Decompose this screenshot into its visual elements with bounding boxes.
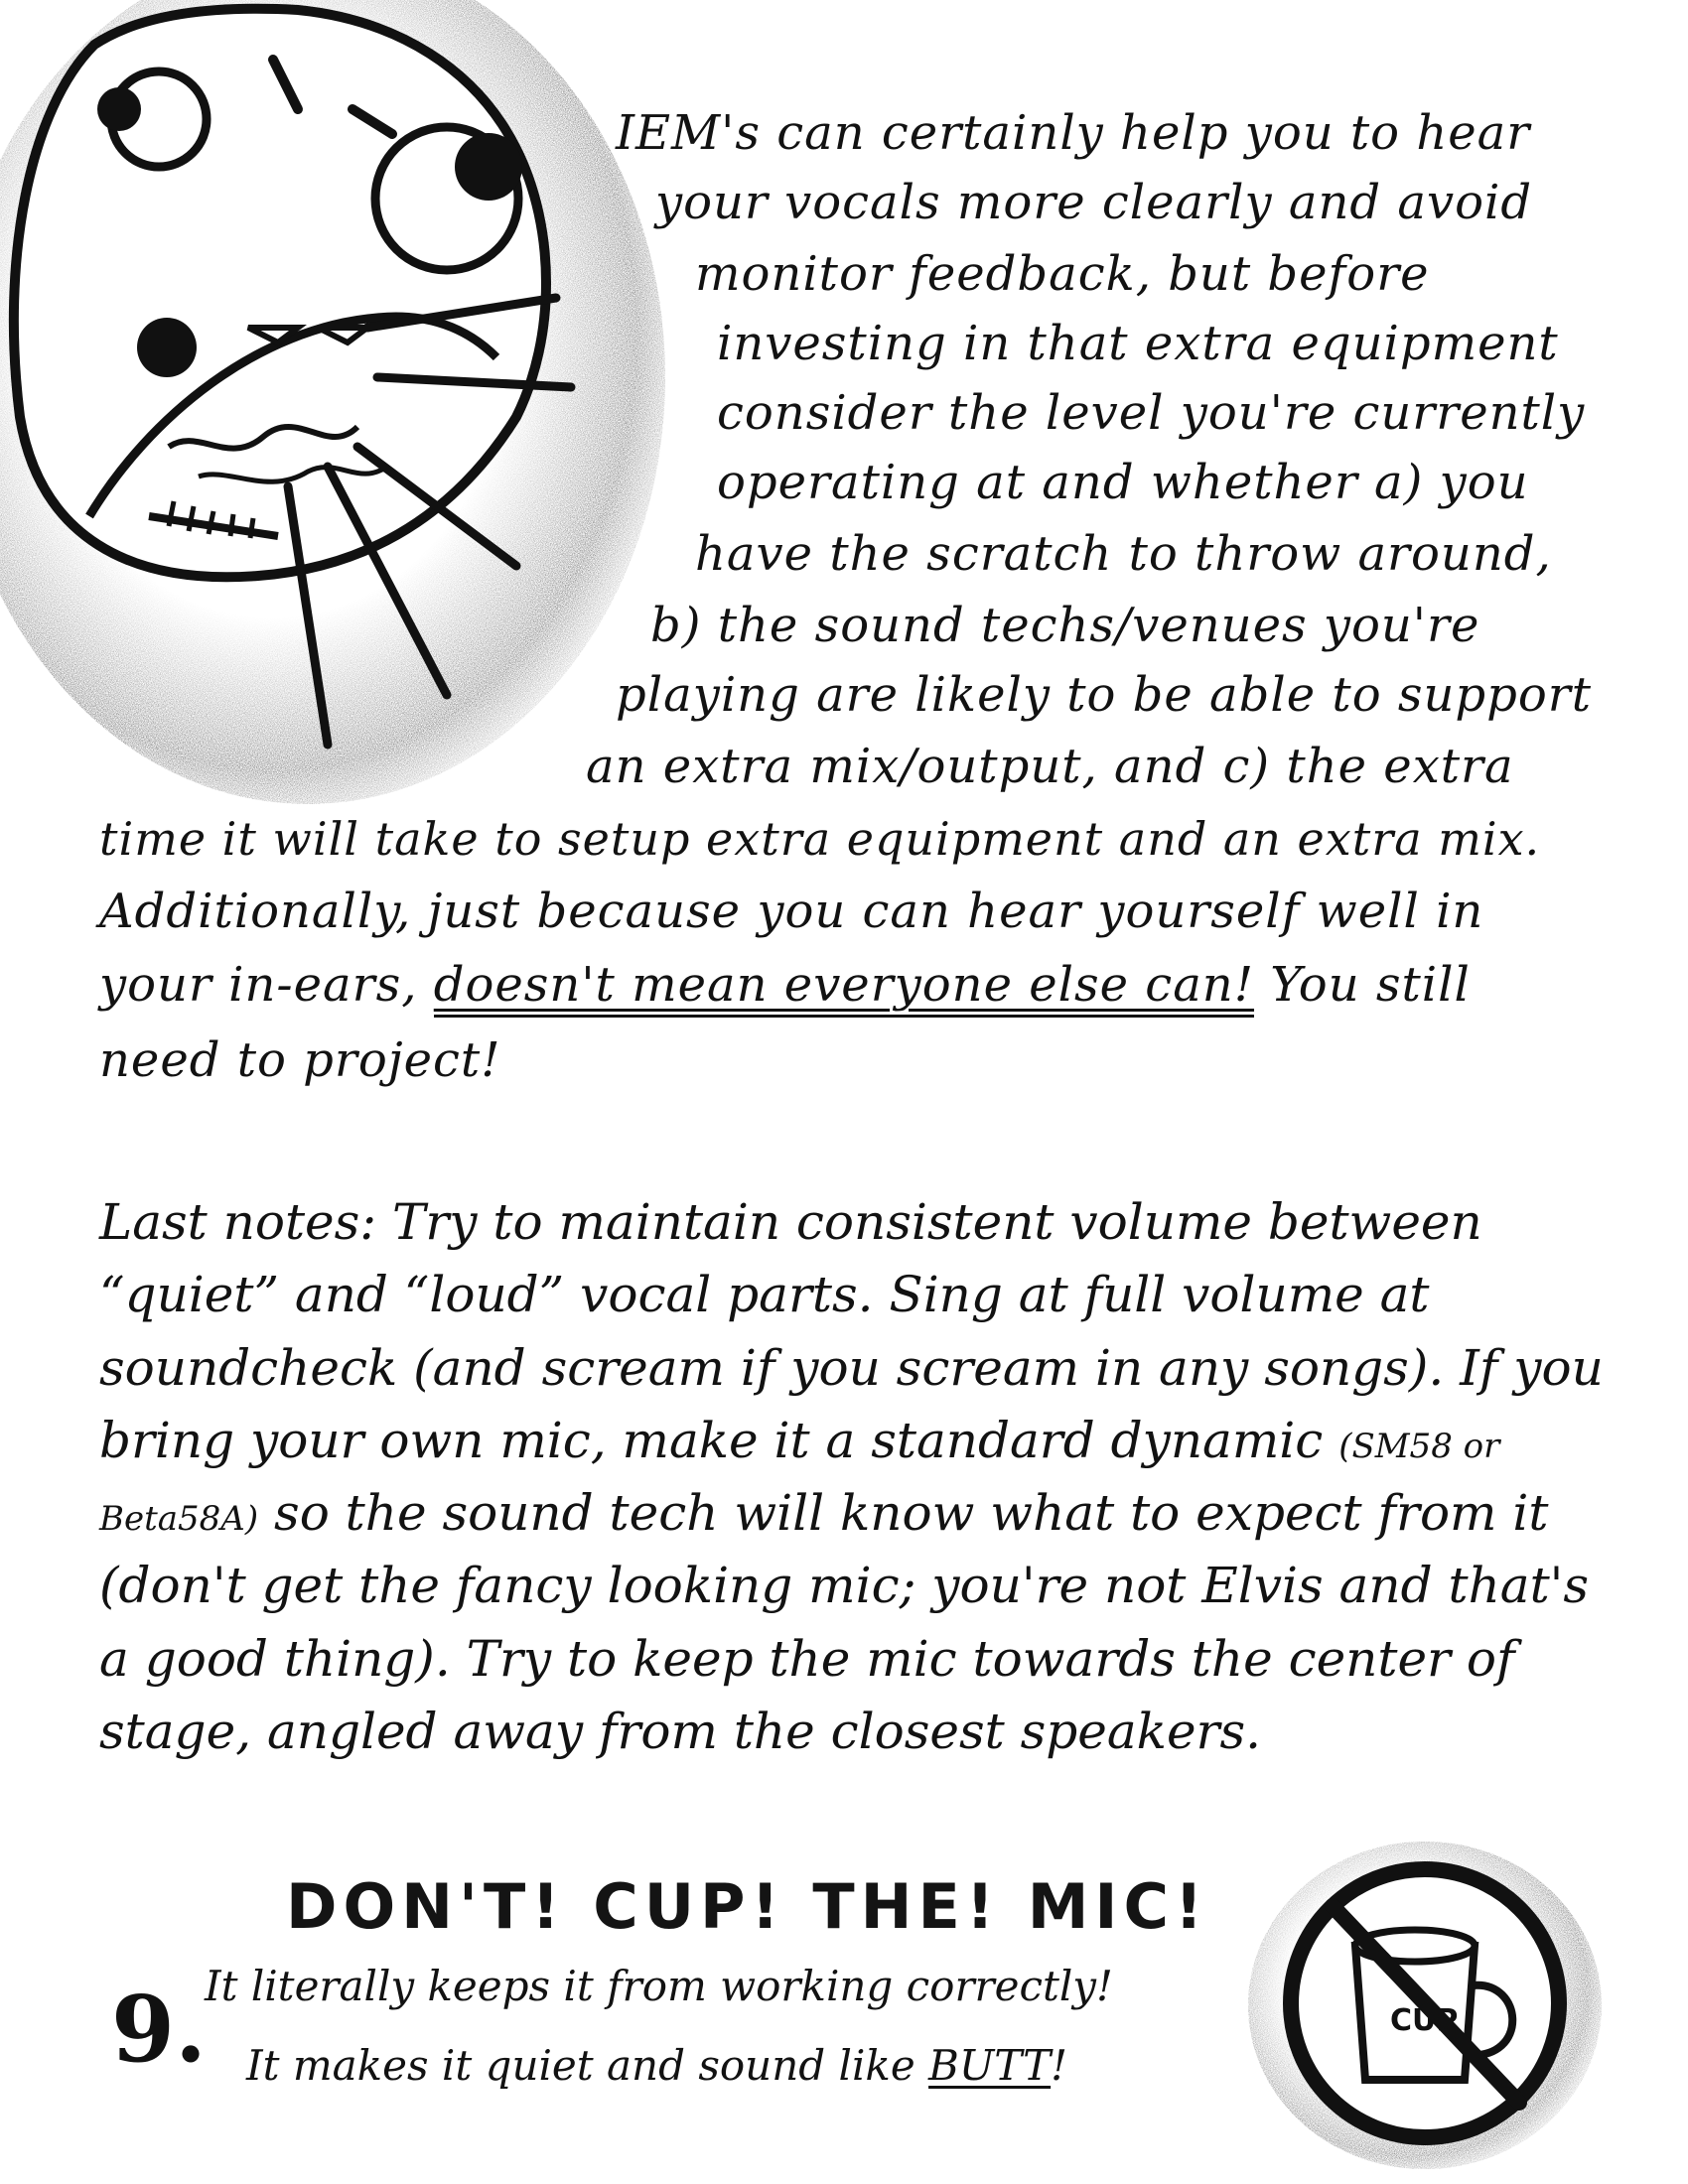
iem-line-12: Additionally, just because you can hear yourself well in — [99, 884, 1484, 939]
iem-line-3: monitor feedback, but before — [695, 246, 1430, 302]
iem-line-1: IEM's can certainly help you to hear — [616, 105, 1531, 161]
no-cup-icon — [1241, 1827, 1618, 2184]
rage-face-icon — [0, 0, 675, 824]
iem-line-2: your vocals more clearly and avoid — [655, 175, 1533, 230]
iem-line-5: consider the level you're currently — [717, 385, 1586, 441]
notes-text-start: Last notes: Try to maintain consistent volume between “quiet” and “loud” vocal parts. Sing at full volume at soundcheck (and scream if you scream in any songs). If you bring your own mic, make it a standard dynamic — [99, 1193, 1604, 1469]
mug-label: CUP — [1390, 2003, 1459, 2038]
iem-line-9: playing are likely to be able to support — [616, 667, 1592, 723]
emphasis-underlined: doesn't mean everyone else can! — [434, 957, 1254, 1018]
cup-warning-heading: DON'T! CUP! THE! MIC! — [286, 1870, 1209, 1943]
butt-emphasis: BUTT — [928, 2041, 1052, 2090]
mic-models-note: (SM58 or Beta58A) — [99, 1426, 1500, 1539]
cup-warning-line-1: It literally keeps it from working correctly! — [205, 1962, 1113, 2010]
iem-line-6: operating at and whether a) you — [717, 455, 1529, 510]
iem-line-13-end: You still — [1270, 957, 1471, 1013]
iem-line-13-start: your in-ears, — [99, 957, 418, 1013]
iem-line-14: need to project! — [99, 1032, 501, 1088]
page-number: 9. — [111, 1976, 208, 2083]
iem-line-8: b) the sound techs/venues you're — [650, 598, 1480, 653]
cup-warning-line-2 — [246, 2041, 1067, 2090]
iem-line-11: time it will take to setup extra equipment and an extra mix. — [99, 812, 1541, 866]
cup-warning-line-2-end: ! — [1051, 2041, 1068, 2090]
last-notes-paragraph — [99, 1186, 1618, 1768]
iem-line-13 — [99, 957, 1471, 1013]
notes-text-end: so the sound tech will know what to expect from it (don't get the fancy looking mic; you're not Elvis and that's a good thing). Try to keep the mic towards the center of stage, angled away from the closest speakers. — [99, 1484, 1590, 1760]
iem-line-10: an extra mix/output, and c) the extra — [586, 739, 1514, 794]
iem-line-4: investing in that extra equipment — [717, 316, 1559, 371]
iem-line-7: have the scratch to throw around, — [695, 526, 1552, 582]
cup-warning-line-2-start: It makes it quiet and sound like — [246, 2041, 915, 2090]
